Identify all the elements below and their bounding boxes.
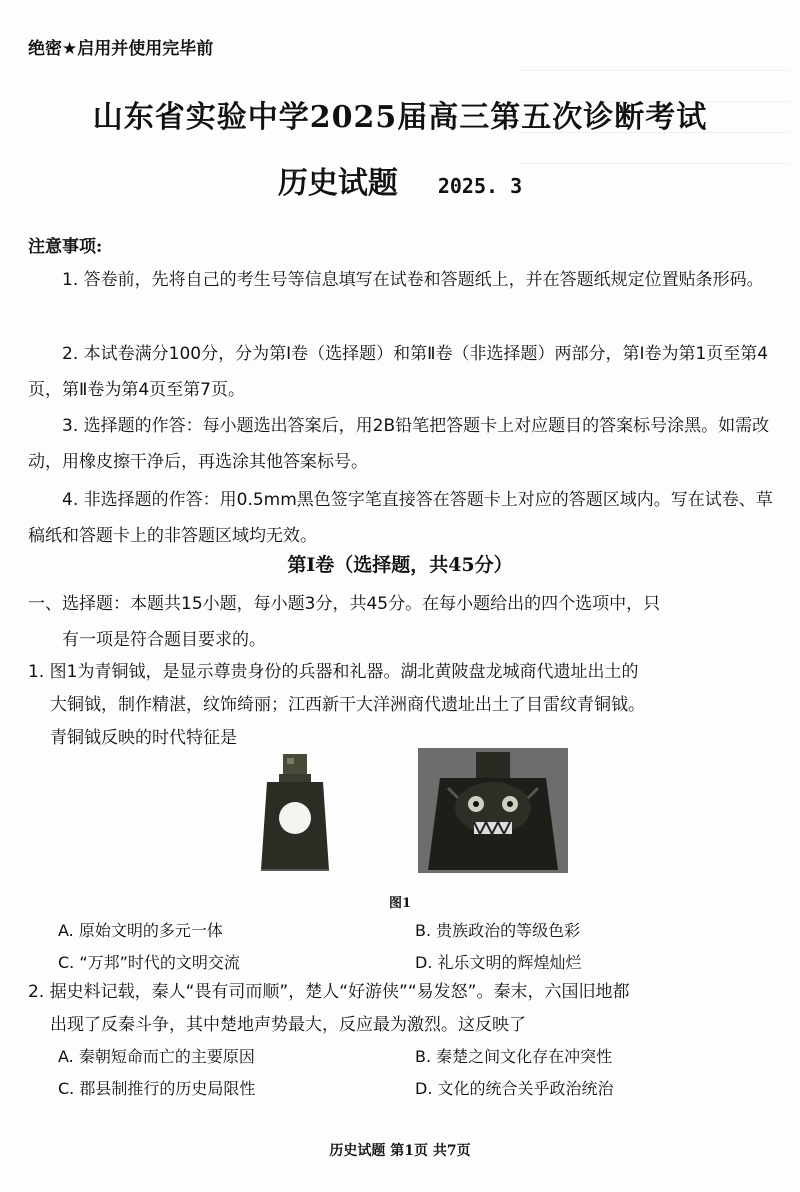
- bronze-yue-image-1: [255, 752, 335, 874]
- notice-item-2: 2. 本试卷满分100分，分为第Ⅰ卷（选择题）和第Ⅱ卷（非选择题）两部分，第Ⅰ卷为第1页至第4页，第Ⅱ卷为第4页至第7页。: [28, 344, 769, 400]
- exam-subtitle: [0, 158, 800, 202]
- section-instruction: [28, 586, 773, 658]
- question-1: [28, 656, 773, 755]
- q2-option-b: B. 秦楚之间文化存在冲突性: [415, 1047, 613, 1066]
- q1-option-b: B. 贵族政治的等级色彩: [415, 921, 581, 940]
- notice-item-4: 4. 非选择题的作答：用0.5mm黑色签字笔直接答在答题卡上对应的答题区域内。写在试卷、草稿纸和答题卡上的非答题区域均无效。: [28, 490, 773, 546]
- q1-option-a: A. 原始文明的多元一体: [58, 921, 223, 940]
- exam-title: 山东省实验中学2025届高三第五次诊断考试: [92, 100, 708, 135]
- instruction-line-1: 一、选择题：本题共15小题，每小题3分，共45分。在每小题给出的四个选项中，只: [28, 594, 661, 614]
- bronze-yue-image-2: [418, 748, 568, 873]
- q2-option-c: C. 郡县制推行的历史局限性: [58, 1079, 256, 1098]
- confidential-label: 绝密★启用并使用完毕前: [28, 39, 214, 59]
- q1-line-2: 大铜钺，制作精湛，纹饰绮丽；江西新干大洋洲商代遗址出土了目雷纹青铜钺。: [50, 695, 645, 715]
- figure-caption: 图1: [388, 896, 412, 911]
- q2-line-1: 2. 据史料记载，秦人“畏有司而顺”，楚人“好游侠”“易发怒”。秦末，六国旧地都: [28, 982, 630, 1002]
- section-title: 第Ⅰ卷（选择题，共45分）: [287, 554, 513, 576]
- notice-item-3: 3. 选择题的作答：每小题选出答案后，用2B铅笔把答题卡上对应题目的答案标号涂黑。如需改动，用橡皮擦干净后，再选涂其他答案标号。: [28, 416, 770, 472]
- q2-option-d: D. 文化的统合关乎政治统治: [415, 1079, 614, 1098]
- instruction-line-2: 有一项是符合题目要求的。: [62, 630, 266, 650]
- q1-line-3: 青铜钺反映的时代特征是: [50, 728, 237, 748]
- notice-item-1: 1. 答卷前，先将自己的考生号等信息填写在试卷和答题纸上，并在答题纸规定位置贴条形码。: [62, 270, 764, 290]
- subject-title: 历史试题: [277, 166, 398, 201]
- q2-option-a: A. 秦朝短命而亡的主要原因: [58, 1047, 255, 1066]
- question-2: [28, 976, 773, 1042]
- q2-line-2: 出现了反秦斗争，其中楚地声势最大，反应最为激烈。这反映了: [50, 1015, 526, 1035]
- exam-date: 2025. 3: [437, 174, 523, 198]
- notice-heading: 注意事项:: [28, 237, 103, 257]
- q1-option-c: C. “万邦”时代的文明交流: [58, 953, 240, 972]
- page-footer: 历史试题 第1页 共7页: [329, 1143, 471, 1159]
- q1-option-d: D. 礼乐文明的辉煌灿烂: [415, 953, 582, 972]
- q1-line-1: 1. 图1为青铜钺，是显示尊贵身份的兵器和礼器。湖北黄陂盘龙城商代遗址出土的: [28, 662, 639, 682]
